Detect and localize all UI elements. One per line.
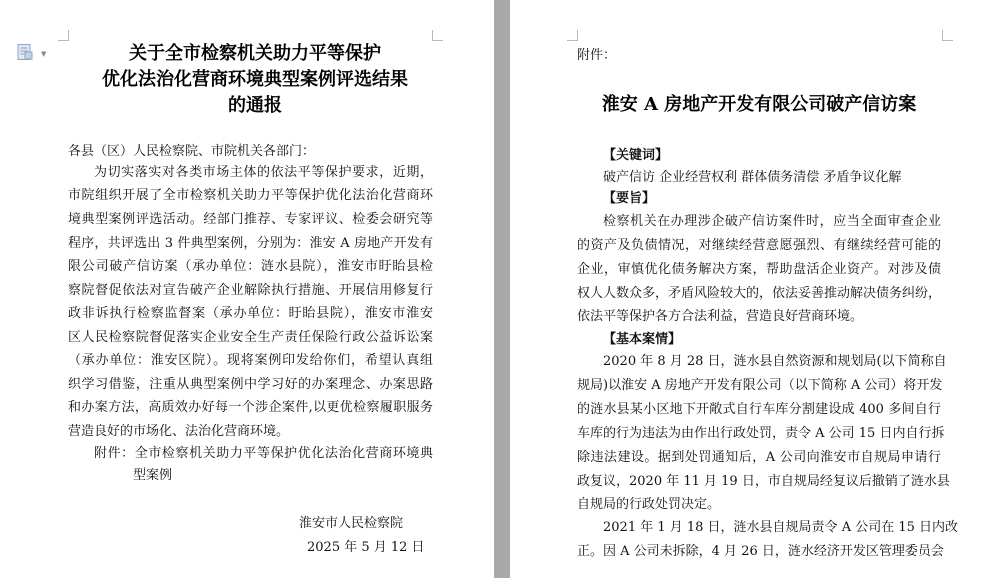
attachment-note: 附件：全市检察机关助力平等保护优化法治化营商环境典 — [94, 446, 433, 461]
summary-line: 的资产及负债情况，对继续经营意愿强烈、有继续经营可能的 — [577, 238, 941, 253]
signature: 淮安市人民检察院 — [299, 516, 404, 531]
body-line: 境典型案例评选活动。经部门推荐、专家评议、检委会研究等 — [68, 212, 433, 227]
facts-line: 2020 年 8 月 28 日，涟水县自然资源和规划局(以下简称自 — [603, 354, 947, 369]
summary-line: 依法平等保护各方合法利益，营造良好营商环境。 — [577, 309, 864, 324]
body-line: 察院督促依法对宣告破产企业解除执行措施、开展信用修复行 — [68, 283, 433, 298]
page-title — [80, 41, 430, 119]
facts-heading: 【基本案情】 — [603, 332, 682, 347]
margin-corner-mark — [432, 30, 443, 41]
summary-line: 权人人数众多，矛盾风险较大的，依法妥善推动解决债务纠纷， — [577, 286, 942, 301]
attachment-label: 附件： — [577, 48, 617, 63]
title-line: 关于全市检察机关助力平等保护 — [129, 43, 381, 64]
facts-line: 规局)以淮安 A 房地产开发有限公司（以下简称 A 公司）将开发 — [577, 378, 943, 393]
body-line: 限公司破产信访案（承办单位：涟水县院），淮安市盱眙县检 — [68, 259, 433, 274]
facts-line: 政复议，2020 年 11 月 19 日，市自规局经复议后撤销了涟水县 — [577, 474, 950, 489]
case-title: 淮安 A 房地产开发有限公司破产信访案 — [601, 94, 917, 115]
keywords: 破产信访 企业经营权利 群体债务清偿 矛盾争议化解 — [603, 170, 902, 185]
summary-line: 企业，审慎优化债务解决方案，帮助盘活企业资产。对涉及债 — [577, 262, 941, 277]
summary-heading: 【要旨】 — [603, 191, 656, 206]
body-line: 政非诉执行检察监督案（承办单位：盱眙县院），淮安市淮安 — [68, 306, 433, 321]
keywords-heading: 【关键词】 — [603, 148, 669, 163]
facts-line: 自规局的行政处罚决定。 — [577, 497, 721, 512]
date: 2025 年 5 月 12 日 — [307, 540, 425, 555]
salutation: 各县（区）人民检察院、市院机关各部门： — [68, 144, 316, 159]
facts-line: 除违法建设。据到处罚通知后，A 公司向淮安市自规局申请行 — [577, 450, 941, 465]
attachment-note: 型案例 — [133, 468, 173, 483]
chevron-down-icon[interactable]: ▼ — [41, 50, 47, 58]
body-line: 程序，共评选出 3 件典型案例，分别为：淮安 A 房地产开发有 — [68, 236, 433, 251]
margin-corner-mark — [567, 30, 578, 41]
margin-corner-mark — [942, 30, 953, 41]
title-line: 优化法治化营商环境典型案例评选结果 — [102, 69, 408, 90]
facts-line: 2021 年 1 月 18 日，涟水县自规局责令 A 公司在 15 日内改 — [603, 520, 959, 535]
title-line: 的通报 — [228, 95, 282, 116]
facts-line: 车库的行为违法为由作出行政处罚，责令 A 公司 15 日内自行拆 — [577, 426, 945, 441]
document-page-1 — [0, 0, 494, 578]
body-line: 和办案方法，高质效办好每一个涉企案件,以更优检察履职服务 — [68, 400, 433, 415]
document-icon[interactable] — [17, 44, 37, 60]
body-line: （承办单位：淮安区院）。现将案例印发给你们，希望认真组 — [68, 353, 433, 368]
facts-line: 的涟水县某小区地下开敞式自行车库分割建设成 400 多间自行 — [577, 402, 941, 417]
body-line: 织学习借鉴，注重从典型案例中学习好的办案理念、办案思路 — [68, 377, 433, 392]
margin-corner-mark — [58, 30, 69, 41]
summary-line: 检察机关在办理涉企破产信访案件时，应当全面审查企业 — [603, 214, 941, 229]
body-line: 营造良好的市场化、法治化营商环境。 — [68, 424, 290, 439]
body-line: 区人民检察院督促落实企业安全生产责任保险行政公益诉讼案 — [68, 330, 433, 345]
body-line: 市院组织开展了全市检察机关助力平等保护优化法治化营商环 — [68, 188, 433, 203]
body-line: 为切实落实对各类市场主体的依法平等保护要求，近期， — [94, 165, 433, 180]
facts-line: 正。因 A 公司未拆除，4 月 26 日，涟水经济开发区管理委员会 — [577, 544, 944, 559]
